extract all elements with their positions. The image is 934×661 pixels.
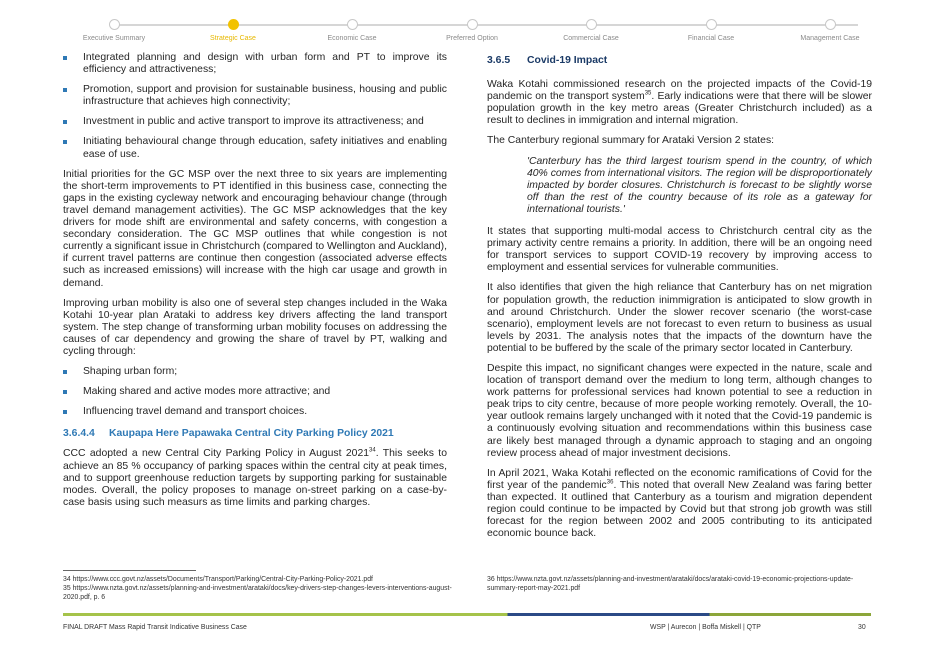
- paragraph-covid-research: Waka Kotahi commissioned research on the projected impacts of the Covid-19 pandemic on the transport system$^{35}$. Early indications were that there will be slower population growth in the key metro areas (Greater Christchurch included) as a result to declines in immigration and internal migration.: [487, 79, 872, 127]
- paragraph-initial-priorities: Initial priorities for the GC MSP over the next three to six years are implementing the short-term improvements to PT identified in this business case, connecting the gaps in the existing cycleway network and encouraging behaviour change (through travel demand management activities). The GC MSP acknowledges that the key drivers for mode shift are environmental and safety concerns, with congestion a secondary consideration. The GC MSP outlines that while congestion is not currently a significant issue in Christchurch (compared to Wellington and Auckland), if current travel patterns are continue then congestion (associated adverse effects such as increased emissions) will increase with the high car usage and growth in demand.: [63, 168, 447, 289]
- nav-step-label: Management Case: [800, 35, 860, 42]
- nav-step-economic-case[interactable]: [287, 19, 417, 42]
- subheading-title: Kaupapa Here Papawaka Central City Parking Policy 2021: [109, 428, 394, 440]
- section-title: Covid-19 Impact: [527, 55, 608, 66]
- paragraph-parking-policy: CCC adopted a new Central City Parking Policy in August 2021$^{34}$. This seeks to achieve an 85 % occupancy of parking spaces within the central city at peak times, and to support greenhouse reduction targets by supporting parking for sustainable modes. Overall, the policy proposes to manage on-street parking on a case-by-case basis using such measurs as time limits and parking charges.: [63, 447, 447, 508]
- step-dot-icon: [467, 19, 478, 30]
- nav-step-label: Commercial Case: [563, 35, 619, 42]
- step-dot-icon: [109, 19, 120, 30]
- footnote-35[interactable]: 35 https://www.nzta.govt.nz/assets/planning-and-investment/arataki/docs/key-drivers-step-changes-levers-interventions-august-2020.pdf, p. 6: [63, 584, 452, 601]
- subheading-parking-policy: [63, 428, 447, 440]
- bullet-icon: [63, 410, 67, 414]
- section-heading-covid: [487, 55, 872, 67]
- footer-authors: WSP | Aurecon | Boffa Miskell | QTP: [650, 624, 761, 631]
- section-number: 3.6.5: [487, 55, 511, 66]
- step-dot-icon: [586, 19, 597, 30]
- list-item: Making shared and active modes more attractive; and: [63, 386, 447, 398]
- nav-step-label: Executive Summary: [82, 35, 146, 42]
- nav-step-label: Strategic Case: [210, 35, 256, 42]
- nav-step-label: Financial Case: [687, 35, 735, 42]
- bullet-icon: [63, 140, 67, 144]
- paragraph-net-migration: It also identifies that given the high reliance that Canterbury has on net migration for population growth, the reduction inimmigration is anticipated to slow growth in and around Christchurch. Under the slower recover scenario (the worst-case scenario), employment levels are not forecast to even return to business as usual levels by 2031. The analysis notes that the impacts of the downturn have the potential to be buffered by the scale of the primary sector located in Canterbury.: [487, 282, 872, 354]
- footnotes-left: [63, 576, 455, 602]
- bullet-icon: [63, 56, 67, 60]
- list-item: Influencing travel demand and transport choices.: [63, 406, 447, 418]
- nav-step-financial-case[interactable]: [646, 19, 776, 42]
- progress-nav: [0, 0, 934, 48]
- step-dot-icon: [706, 19, 717, 30]
- footer-document-title: FINAL DRAFT Mass Rapid Transit Indicative Business Case: [63, 624, 247, 631]
- bullet-icon: [63, 370, 67, 374]
- footer-color-bar: [63, 613, 871, 616]
- paragraph-urban-mobility: Improving urban mobility is also one of several step changes included in the Waka Kotahi 10-year plan Arataki to address key drivers affecting the land transport system. The step change of transforming urban mobility focuses on addressing the causes of car dependency and growing the share of travel by PT, walking and cycling through:: [63, 297, 447, 357]
- footnote-36[interactable]: 36 https://www.nzta.govt.nz/assets/planning-and-investment/arataki/docs/arataki-covid-19-economic-projections-update-summary-report-may-2021.pdf: [487, 576, 854, 592]
- list-item: Investment in public and active transport to improve its attractiveness; and: [63, 116, 447, 128]
- bullet-list-priorities: [63, 52, 447, 161]
- nav-step-preferred-option[interactable]: [407, 19, 537, 42]
- nav-step-commercial-case[interactable]: [526, 19, 656, 42]
- footnotes-right: [487, 576, 867, 594]
- page-number: 30: [858, 624, 866, 631]
- paragraph-transport-demand: Despite this impact, no significant changes were expected in the nature, scale and location of transport demand over the medium to long term, although changes to work patterns for professional services had known potential to see a reduction in peak trips to city centre, because of more people working remotely. Overall, the 10-year outlook remains largely unchanged with it noted that the Covid-19 pandemic is a continuously evolving situation and recommendations within this business case are likely best managed through a dynamic approach to staging and an ongoing review process ahead of major investment decisions.: [487, 362, 872, 459]
- nav-step-strategic-case[interactable]: [168, 19, 298, 42]
- nav-step-executive-summary[interactable]: [49, 19, 179, 42]
- list-item: Shaping urban form;: [63, 366, 447, 378]
- left-column: [63, 52, 447, 517]
- right-column: [487, 52, 872, 548]
- bullet-icon: [63, 120, 67, 124]
- nav-step-label: Economic Case: [327, 35, 377, 42]
- footnote-ref-36[interactable]: 36: [606, 479, 614, 486]
- quote-canterbury-tourism: 'Canterbury has the third largest tourism spend in the country, of which 40% comes from international visitors. The region will be disproportionately impacted by border closures. Christchurch is forecast to be slightly worse off than the rest of the country because of its role as a gateway for international tourists.': [527, 155, 872, 215]
- footnote-34[interactable]: 34 https://www.ccc.govt.nz/assets/Documents/Transport/Parking/Central-City-Parking-Policy-2021.pdf: [63, 576, 373, 583]
- list-item: Promotion, support and provision for sustainable business, housing and public infrastructure that achieves high connectivity;: [63, 84, 447, 108]
- footnote-divider: [63, 570, 196, 571]
- nav-step-management-case[interactable]: [765, 19, 895, 42]
- step-dot-icon: [228, 19, 239, 30]
- footnote-ref-35[interactable]: 35: [644, 90, 652, 97]
- list-item: Integrated planning and design with urban form and PT to improve its efficiency and attractiveness;: [63, 52, 447, 76]
- footnote-ref-34[interactable]: 34: [369, 447, 376, 454]
- bullet-icon: [63, 390, 67, 394]
- step-dot-icon: [825, 19, 836, 30]
- paragraph-multimodal-access: It states that supporting multi-modal access to Christchurch central city as the primary activity centre remains a priority. In addition, there will be an ongoing need for transport services to support COVID-19 recovery by improving access to employment and essential services for vulnerable communities.: [487, 226, 872, 274]
- paragraph-economic-ramifications: In April 2021, Waka Kotahi reflected on the economic ramifications of Covid for the first year of the pandemic$^{36}$. This noted that overall New Zealand was faring better than expected. It outlined that Canterbury as a tourism and migration dependent region could continue to be impacted by Covid but that strong job growth was still forecast for the region between 2002 and 2005 contributing to its anticipated economic bounce back.: [487, 467, 872, 540]
- bullet-icon: [63, 88, 67, 92]
- paragraph-canterbury-summary: The Canterbury regional summary for Arataki Version 2 states:: [487, 135, 775, 147]
- list-item: Initiating behavioural change through education, safety initiatives and enabling ease of use.: [63, 136, 447, 160]
- step-dot-icon: [347, 19, 358, 30]
- bullet-list-urban-mobility: [63, 366, 447, 418]
- subheading-number: 3.6.4.4: [63, 428, 95, 440]
- nav-step-label: Preferred Option: [446, 35, 498, 42]
